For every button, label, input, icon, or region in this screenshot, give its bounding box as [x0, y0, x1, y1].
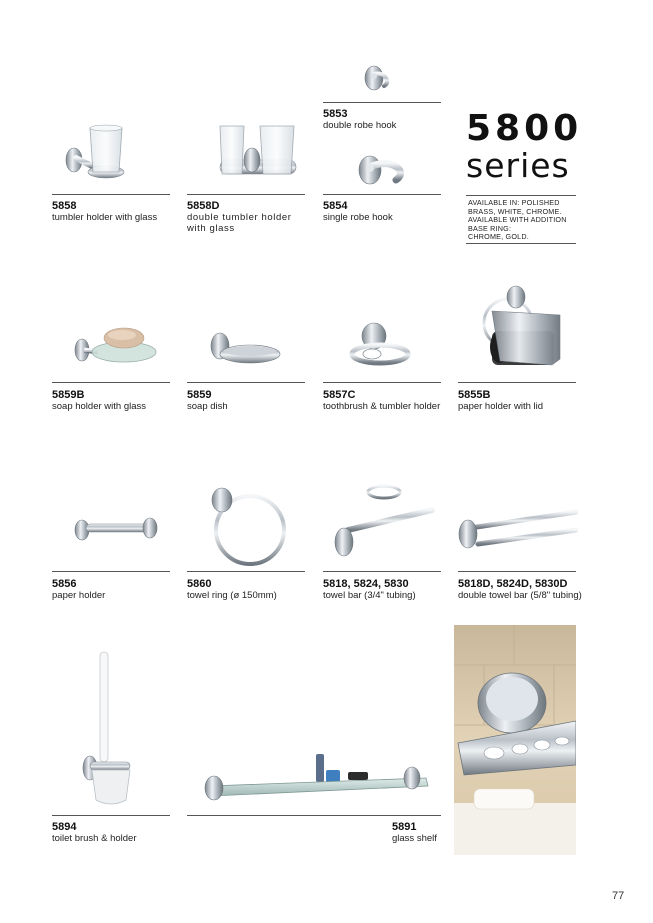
divider-5854 — [323, 194, 441, 195]
product-code-5855b: 5855B — [458, 389, 491, 401]
product-desc-5818d: double towel bar (5/8" tubing) — [458, 590, 582, 601]
product-desc-5894: toilet brush & holder — [52, 833, 137, 844]
product-desc-5859b: soap holder with glass — [52, 401, 146, 412]
availability-line: AVAILABLE IN: POLISHED — [468, 198, 560, 207]
product-code-5857c: 5857C — [323, 389, 356, 401]
divider-5853 — [323, 102, 441, 103]
product-code-5859b: 5859B — [52, 389, 85, 401]
product-code-5891: 5891 — [392, 821, 417, 833]
availability-line: BRASS, WHITE, CHROME. — [468, 206, 562, 216]
product-code-5853: 5853 — [323, 108, 348, 120]
product-desc-5860: towel ring (ø 150mm) — [187, 590, 277, 601]
divider-5894 — [52, 815, 170, 816]
product-code-5856: 5856 — [52, 578, 77, 590]
divider-5858 — [52, 194, 170, 195]
product-desc-5856: paper holder — [52, 590, 106, 601]
product-desc-5858d: double tumbler holder with glass — [187, 212, 292, 234]
product-code-5818: 5818, 5824, 5830 — [323, 578, 409, 590]
divider-5856 — [52, 571, 170, 572]
product-code-5894: 5894 — [52, 821, 77, 833]
series-divider — [466, 195, 576, 196]
double-robe-hook-image — [360, 60, 396, 96]
towel-bar-image — [330, 480, 436, 560]
divider-5859b — [52, 382, 170, 383]
towel-ring-image — [200, 480, 294, 568]
double-tumbler-holder-image — [214, 122, 300, 190]
divider-5818 — [323, 571, 441, 572]
page-number: 77 — [612, 890, 625, 902]
product-desc-5818: towel bar (3/4" tubing) — [323, 590, 416, 601]
product-desc-5891: glass shelf — [392, 833, 437, 844]
product-desc-5854: single robe hook — [323, 212, 393, 223]
product-code-5858: 5858 — [52, 200, 77, 212]
product-code-5859: 5859 — [187, 389, 212, 401]
divider-5855b — [458, 382, 576, 383]
product-desc-5855b: paper holder with lid — [458, 401, 544, 412]
divider-5818d — [458, 571, 576, 572]
soap-holder-glass-image — [72, 322, 158, 370]
product-desc-5859: soap dish — [187, 401, 228, 412]
availability-note — [468, 199, 576, 242]
product-desc-5858: tumbler holder with glass — [52, 212, 158, 223]
divider-5859 — [187, 382, 305, 383]
double-towel-bar-image — [456, 506, 578, 558]
series-divider-bottom — [466, 243, 576, 244]
tumbler-holder-image — [62, 124, 142, 190]
soap-dish-image — [208, 326, 284, 368]
product-code-5854: 5854 — [323, 200, 348, 212]
toilet-brush-image — [78, 650, 142, 808]
divider-5858d — [187, 194, 305, 195]
divider-5891 — [187, 815, 441, 816]
series-number: 5800 — [466, 108, 583, 149]
paper-holder-image — [72, 508, 162, 548]
bathroom-photo — [454, 625, 576, 855]
product-desc-5857c: toothbrush & tumbler holder — [323, 401, 441, 412]
toothbrush-tumbler-holder-image — [348, 320, 414, 368]
series-label: series — [466, 146, 570, 185]
product-code-5858d: 5858D — [187, 200, 220, 212]
product-code-5860: 5860 — [187, 578, 212, 590]
availability-line: AVAILABLE WITH ADDITION — [468, 215, 567, 225]
product-code-5818d: 5818D, 5824D, 5830D — [458, 578, 568, 590]
availability-line: BASE RING: — [468, 223, 512, 233]
divider-5857c — [323, 382, 441, 383]
paper-holder-lid-image — [478, 285, 564, 373]
single-robe-hook-image — [350, 150, 414, 188]
product-desc-5853: double robe hook — [323, 120, 397, 131]
glass-shelf-image — [198, 750, 438, 806]
availability-line: CHROME, GOLD. — [468, 232, 529, 242]
divider-5860 — [187, 571, 305, 572]
